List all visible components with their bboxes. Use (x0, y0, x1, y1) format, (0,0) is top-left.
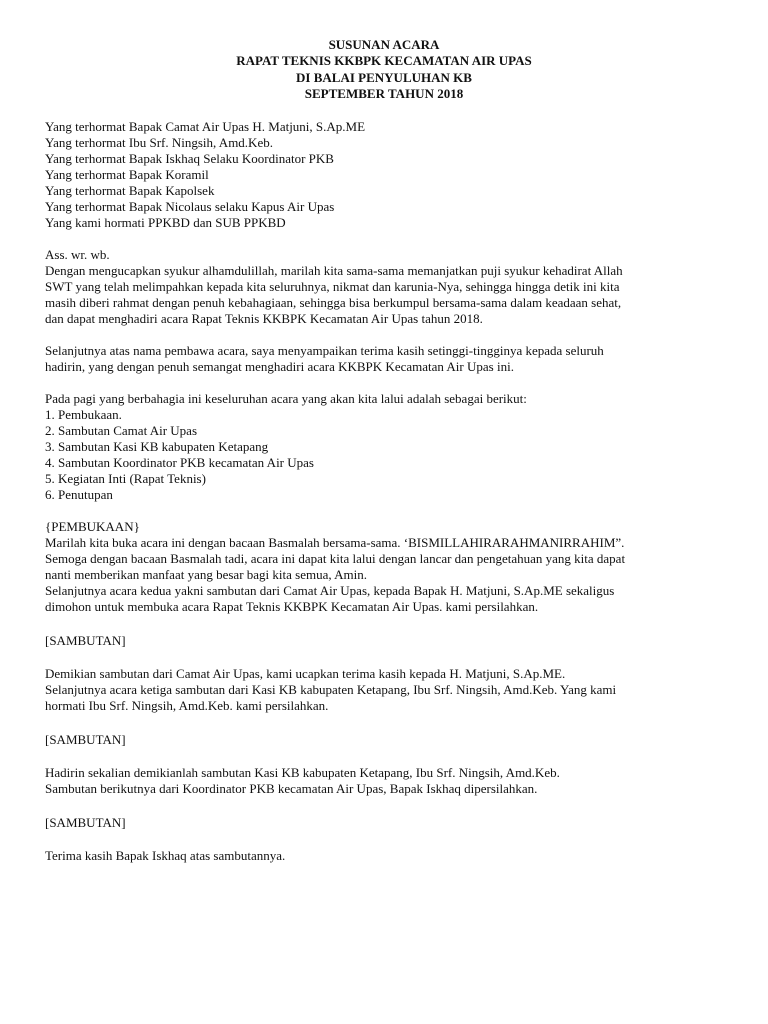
greeting-line: Yang terhormat Bapak Koramil (45, 167, 209, 183)
agenda-item: 3. Sambutan Kasi KB kabupaten Ketapang (45, 439, 269, 455)
greeting-line: Yang terhormat Ibu Srf. Ningsih, Amd.Keb. (45, 135, 273, 151)
sambutan-marker-3 (45, 815, 728, 831)
greeting-line: Yang terhormat Bapak Kapolsek (45, 183, 215, 199)
thanks-line: hadirin, yang dengan penuh semangat menghadiri acara KKBPK Kecamatan Air Upas ini. (45, 359, 514, 375)
agenda-list (45, 391, 728, 503)
document-header (40, 37, 728, 102)
sambutan-marker: [SAMBUTAN] (45, 815, 126, 831)
pembukaan-section (45, 519, 728, 615)
opening-line: Ass. wr. wb. (45, 247, 110, 263)
sambutan-marker-2 (45, 732, 728, 748)
after-camat-line: hormati Ibu Srf. Ningsih, Amd.Keb. kami persilahkan. (45, 698, 329, 714)
opening-line: dan dapat menghadiri acara Rapat Teknis KKBPK Kecamatan Air Upas tahun 2018. (45, 311, 483, 327)
pembukaan-heading: {PEMBUKAAN} (45, 519, 140, 535)
agenda-item: 1. Pembukaan. (45, 407, 122, 423)
title-line-4: SEPTEMBER TAHUN 2018 (304, 85, 464, 101)
after-kasi-paragraph (45, 765, 728, 797)
opening-line: Dengan mengucapkan syukur alhamdulillah, marilah kita sama-sama memanjatkan puji syukur kehadirat Allah (45, 263, 623, 279)
after-camat-line: Demikian sambutan dari Camat Air Upas, kami ucapkan terima kasih kepada H. Matjuni, S.Ap.ME. (45, 666, 566, 682)
title-line-2: RAPAT TEKNIS KKBPK KECAMATAN AIR UPAS (236, 53, 532, 69)
pembukaan-line: Selanjutnya acara kedua yakni sambutan dari Camat Air Upas, kepada Bapak H. Matjuni, S.Ap.ME sekaligus (45, 583, 615, 599)
greeting-line: Yang kami hormati PPKBD dan SUB PPKBD (45, 215, 286, 231)
opening-line: masih diberi rahmat dengan penuh kebahagiaan, sehingga bisa berkumpul bersama-sama dalam keadaan sehat, (45, 295, 622, 311)
after-kasi-line: Sambutan berikutnya dari Koordinator PKB kecamatan Air Upas, Bapak Iskhaq dipersilahkan. (45, 781, 538, 797)
pembukaan-line: nanti memberikan manfaat yang besar bagi kita semua, Amin. (45, 567, 368, 583)
agenda-item: 4. Sambutan Koordinator PKB kecamatan Air Upas (45, 455, 314, 471)
title-line-3: DI BALAI PENYULUHAN KB (296, 69, 472, 85)
title-line-1: SUSUNAN ACARA (328, 37, 440, 52)
thanks-line: Selanjutnya atas nama pembawa acara, saya menyampaikan terima kasih setinggi-tingginya kepada seluruh (45, 343, 604, 359)
greeting-line: Yang terhormat Bapak Iskhaq Selaku Koordinator PKB (45, 151, 334, 167)
pembukaan-line: dimohon untuk membuka acara Rapat Teknis KKBPK Kecamatan Air Upas. kami persilahkan. (45, 599, 539, 615)
greeting-line: Yang terhormat Bapak Nicolaus selaku Kapus Air Upas (45, 199, 335, 215)
agenda-intro: Pada pagi yang berbahagia ini keseluruhan acara yang akan kita lalui adalah sebagai berikut: (45, 391, 527, 407)
after-camat-paragraph (45, 666, 728, 714)
after-kasi-line: Hadirin sekalian demikianlah sambutan Kasi KB kabupaten Ketapang, Ibu Srf. Ningsih, Amd.Keb. (45, 765, 560, 781)
opening-line: SWT yang telah melimpahkan kepada kita seluruhnya, nikmat dan karunia-Nya, sehingga hingga detik ini kita (45, 279, 620, 295)
sambutan-marker: [SAMBUTAN] (45, 732, 126, 748)
greetings-block (45, 119, 728, 231)
closing-line: Terima kasih Bapak Iskhaq atas sambutannya. (45, 848, 286, 864)
sambutan-marker: [SAMBUTAN] (45, 633, 126, 649)
agenda-item: 5. Kegiatan Inti (Rapat Teknis) (45, 471, 206, 487)
thanks-paragraph (45, 343, 728, 375)
sambutan-marker-1 (45, 633, 728, 649)
after-camat-line: Selanjutnya acara ketiga sambutan dari Kasi KB kabupaten Ketapang, Ibu Srf. Ningsih, Amd.Keb. Yang kami (45, 682, 617, 698)
greeting-line: Yang terhormat Bapak Camat Air Upas H. Matjuni, S.Ap.ME (45, 119, 366, 135)
opening-paragraph (45, 247, 728, 327)
pembukaan-line: Semoga dengan bacaan Basmalah tadi, acara ini dapat kita lalui dengan lancar dan pengetahuan yang kita dapat (45, 551, 626, 567)
agenda-item: 2. Sambutan Camat Air Upas (45, 423, 198, 439)
closing-paragraph (45, 848, 728, 864)
pembukaan-line: Marilah kita buka acara ini dengan bacaan Basmalah bersama-sama. ‘BISMILLAHIRARAHMANIRRAHIM”. (45, 535, 625, 551)
agenda-item: 6. Penutupan (45, 487, 113, 503)
